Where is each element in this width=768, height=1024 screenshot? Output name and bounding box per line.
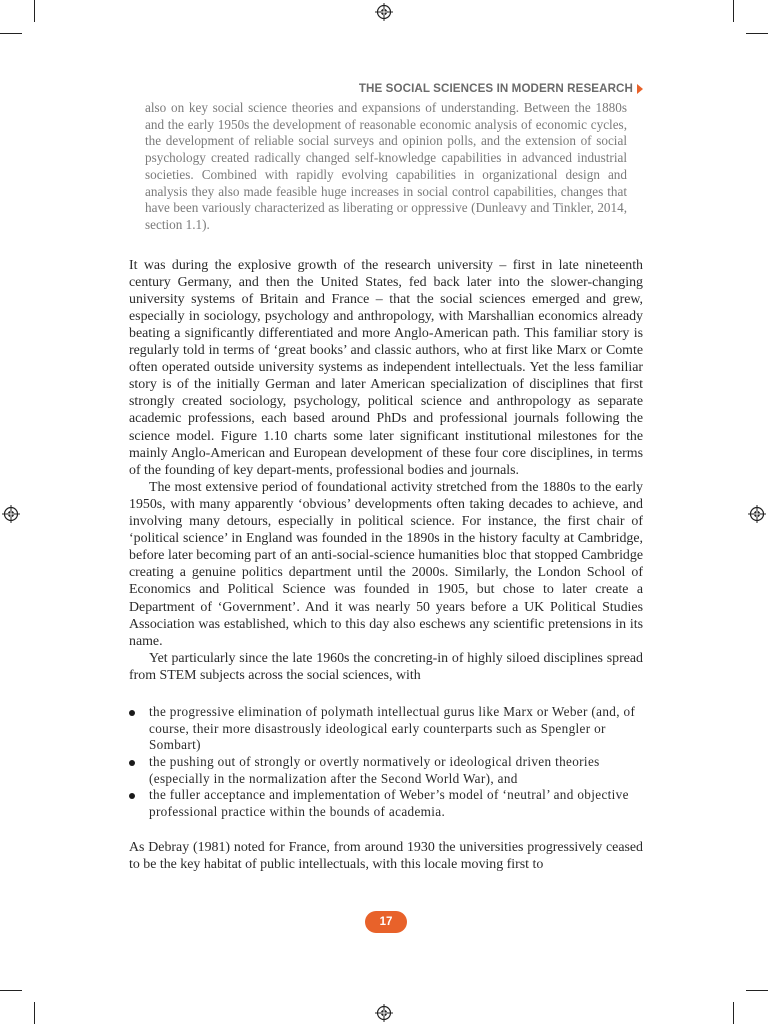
body-paragraph: The most extensive period of foundational activity stretched from the 1880s to the early 1950s, with many apparently ‘obvious’ developments often taking decades to achieve, and involving many detours, especially in political science. For instance, the first chair of ‘political science’ in England was founded in the 1890s in the history faculty at Cambridge, before later becoming part of an anti-social-science humanities bloc that stopped Cambridge creating a genuine politics department until the 2000s. Similarly, the London School of Economics and Political Science was founded in 1905, but chose to later create a Department of ‘Government’. And it was nearly 50 years before a UK Political Studies Association was established, which to this day also eschews any scientific pretensions in its name. (129, 479, 643, 649)
list-item-text: the pushing out of strongly or overtly normatively or ideological driven theories (especially in the normalization after the Second World War), and (149, 754, 600, 786)
crop-mark (733, 0, 734, 22)
page-body (129, 100, 643, 873)
body-paragraph: It was during the explosive growth of the research university – first in late nineteenth century Germany, and then the United States, fed back later into the slower-changing university systems of Britain and France – that the social sciences emerged and grew, especially in sociology, psychology and anthropology, with Marshallian economics already beating a significantly differentiated and more Anglo-American path. This familiar story is regularly told in terms of ‘great books’ and classic authors, who at first like Marx or Comte often operated outside university systems as independent intellectuals. Yet the less familiar story is of the initially German and later American specialization of disciplines that first strongly created sociology, psychology, political science and anthropology as separate academic professions, each based around PhDs and professional journals following the science model. Figure 1.10 charts some later significant institutional milestones for the mainly Anglo-American and European development of these four core disciplines, in terms of the founding of key depart-ments, professional bodies and journals. (129, 257, 643, 478)
crop-mark (34, 0, 35, 22)
list-item-text: the progressive elimination of polymath intellectual gurus like Marx or Weber (and, of course, their more disastrously ideological early counterparts such as Spengler or Sombart) (149, 703, 636, 753)
registration-mark-icon (748, 505, 766, 523)
bullet-list (129, 704, 643, 821)
list-item-text: the fuller acceptance and implementation of Weber’s model of ‘neutral’ and objective professional practice within the bounds of academia. (149, 787, 629, 820)
body-paragraph: As Debray (1981) noted for France, from around 1930 the universities progressively ceased to be the key habitat of public intellectuals, with this locale moving first to (129, 839, 643, 872)
page-number-badge: 17 (365, 911, 407, 933)
bullet-icon (129, 760, 135, 766)
crop-mark (746, 33, 768, 34)
registration-mark-icon (375, 1004, 393, 1022)
body-paragraph: Yet particularly since the late 1960s the concreting-in of highly siloed disciplines spread from STEM subjects across the social sciences, with (129, 650, 643, 683)
bullet-icon (129, 793, 135, 799)
list-item (129, 787, 643, 820)
crop-mark (746, 990, 768, 991)
registration-mark-icon (375, 3, 393, 21)
crop-mark (0, 33, 22, 34)
bullet-icon (129, 710, 135, 716)
crop-mark (0, 990, 22, 991)
list-item (129, 754, 643, 787)
header-arrow-icon (637, 84, 643, 94)
running-title: THE SOCIAL SCIENCES IN MODERN RESEARCH (358, 82, 633, 95)
crop-mark (733, 1002, 734, 1024)
crop-mark (34, 1002, 35, 1024)
block-quote: also on key social science theories and expansions of understanding. Between the 1880s and the early 1950s the development of reasonable economic analysis of economic cycles, the development of reliable social surveys and opinion polls, and the extension of social psychology created radically changed self-knowledge capabilities in advanced industrial societies. Combined with rapidly evolving capabilities in organizational design and analysis they also made feasible huge increases in social control capabilities, changes that have been variously characterized as liberating or oppressive (Dunleavy and Tinkler, 2014, section 1.1). (145, 100, 627, 232)
list-item (129, 704, 643, 754)
registration-mark-icon (2, 505, 20, 523)
running-header (130, 82, 643, 95)
